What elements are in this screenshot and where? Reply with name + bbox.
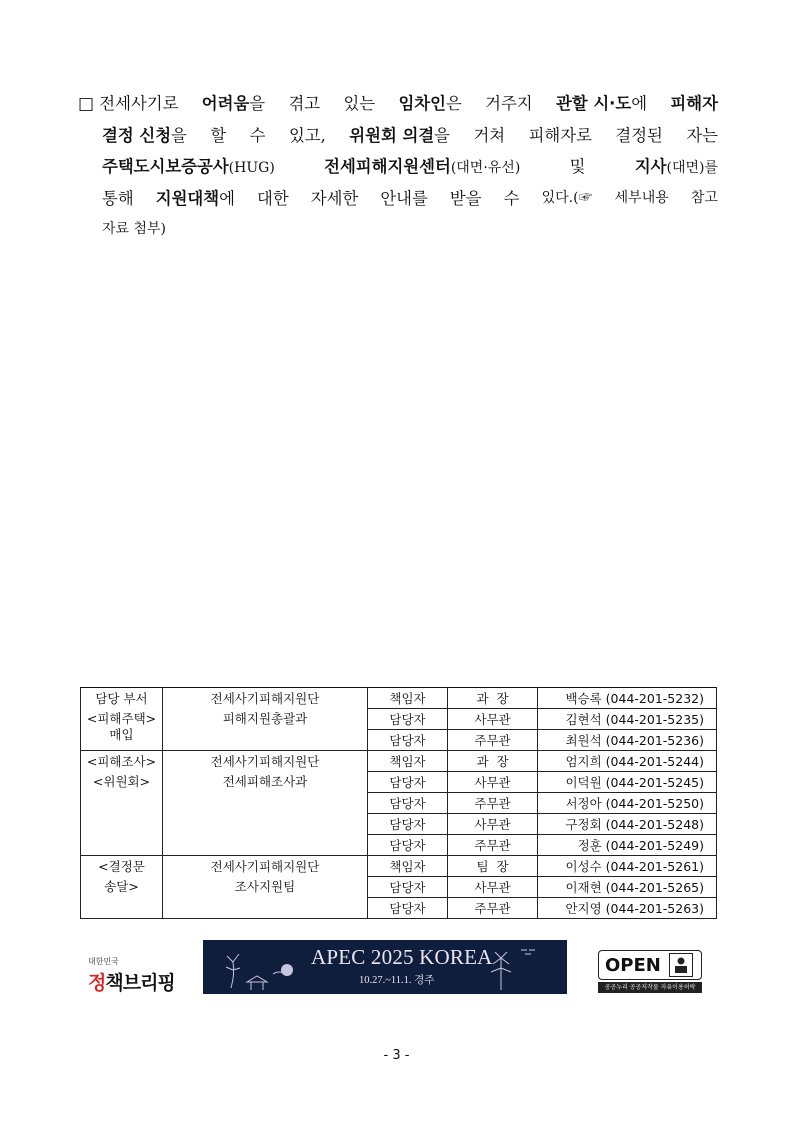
policy-briefing-logo: 대한민국 정책브리핑 bbox=[88, 957, 175, 994]
title-cell: 주무관 bbox=[448, 793, 538, 814]
apec-banner: APEC 2025 KOREA 10.27.~11.1. 경주 bbox=[203, 940, 567, 994]
person-icon bbox=[669, 953, 693, 977]
name-phone-cell: 안지영 (044-201-5263) bbox=[538, 898, 717, 919]
kogl-open-license-logo: OPEN 공공누리 공공저작물 자유이용허락 bbox=[598, 950, 702, 992]
name-phone-cell: 구정회 (044-201-5248) bbox=[538, 814, 717, 835]
title-cell: 주무관 bbox=[448, 898, 538, 919]
paragraph-line-5: 자료 첨부) bbox=[102, 221, 167, 237]
title-cell: 주무관 bbox=[448, 835, 538, 856]
team-cell: 전세사기피해지원단 조사지원팀 bbox=[163, 856, 368, 919]
role-cell: 담당자 bbox=[368, 793, 448, 814]
team-cell: 전세사기피해지원단 전세피해조사과 bbox=[163, 751, 368, 856]
role-cell: 책임자 bbox=[368, 751, 448, 772]
name-phone-cell: 이재현 (044-201-5265) bbox=[538, 877, 717, 898]
role-cell: 담당자 bbox=[368, 835, 448, 856]
footer-logos bbox=[0, 940, 793, 1000]
title-cell: 사무관 bbox=[448, 709, 538, 730]
paragraph-line-2: 결정 신청을 할 수 있고, 위원회 의결을 거쳐 피해자로 결정된 자는 bbox=[102, 125, 718, 145]
notice-paragraph bbox=[78, 88, 718, 246]
name-phone-cell: 엄지희 (044-201-5244) bbox=[538, 751, 717, 772]
name-phone-cell: 서정아 (044-201-5250) bbox=[538, 793, 717, 814]
role-cell: 책임자 bbox=[368, 856, 448, 877]
role-cell: 담당자 bbox=[368, 898, 448, 919]
title-cell: 사무관 bbox=[448, 814, 538, 835]
name-phone-cell: 이덕원 (044-201-5245) bbox=[538, 772, 717, 793]
name-phone-cell: 최원석 (044-201-5236) bbox=[538, 730, 717, 751]
title-cell: 사무관 bbox=[448, 877, 538, 898]
page-number: - 3 - bbox=[383, 1048, 410, 1063]
role-cell: 담당자 bbox=[368, 772, 448, 793]
paragraph-line-1: □ 전세사기로 어려움을 겪고 있는 임차인은 거주지 관할 시·도에 피해자 bbox=[78, 94, 718, 114]
dept-cell: 담당 부서 <피해주택> 매입 bbox=[81, 688, 163, 751]
table-row bbox=[81, 751, 717, 772]
contacts-table bbox=[80, 687, 717, 919]
apec-decoration-icon bbox=[481, 944, 541, 992]
checkbox-bullet: □ bbox=[78, 94, 95, 114]
role-cell: 담당자 bbox=[368, 814, 448, 835]
title-cell: 과 장 bbox=[448, 751, 538, 772]
dept-cell: <피해조사> <위원회> bbox=[81, 751, 163, 856]
table-row bbox=[81, 856, 717, 877]
role-cell: 담당자 bbox=[368, 877, 448, 898]
role-cell: 책임자 bbox=[368, 688, 448, 709]
table-row bbox=[81, 688, 717, 709]
name-phone-cell: 정훈 (044-201-5249) bbox=[538, 835, 717, 856]
title-cell: 과 장 bbox=[448, 688, 538, 709]
title-cell: 사무관 bbox=[448, 772, 538, 793]
title-cell: 주무관 bbox=[448, 730, 538, 751]
name-phone-cell: 이성수 (044-201-5261) bbox=[538, 856, 717, 877]
dept-cell: <결정문 송달> bbox=[81, 856, 163, 919]
role-cell: 담당자 bbox=[368, 730, 448, 751]
role-cell: 담당자 bbox=[368, 709, 448, 730]
paragraph-line-4: 통해 지원대책에 대한 자세한 안내를 받을 수 있다.(☞ 세부내용 참고 bbox=[102, 188, 718, 208]
team-cell: 전세사기피해지원단 피해지원총괄과 bbox=[163, 688, 368, 751]
apec-decoration-icon bbox=[221, 944, 301, 992]
title-cell: 팀 장 bbox=[448, 856, 538, 877]
paragraph-line-3: 주택도시보증공사(HUG) 전세피해지원센터(대면·유선) 및 지사(대면)를 bbox=[102, 157, 718, 176]
name-phone-cell: 백승록 (044-201-5232) bbox=[538, 688, 717, 709]
name-phone-cell: 김현석 (044-201-5235) bbox=[538, 709, 717, 730]
